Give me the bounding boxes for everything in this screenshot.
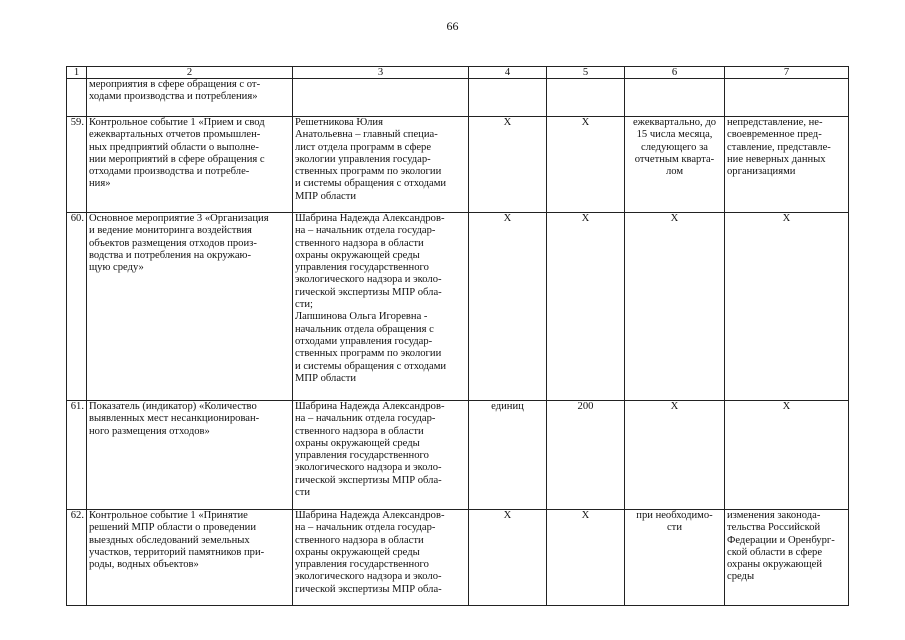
risk-cell: [725, 401, 849, 510]
event-name: Показатель (индикатор) «Количество выявленных мест несанкционирован- ного размещения отходов»: [89, 401, 260, 437]
unit-cell: X: [469, 510, 547, 606]
event-name: мероприятия в сфере обращения с от- ходами производства и потребления»: [89, 79, 261, 103]
table-header-row: [67, 67, 849, 79]
event-name-cell: [87, 401, 293, 510]
term-cell: [625, 117, 725, 213]
table-row: [67, 213, 849, 401]
risk-cell: [725, 117, 849, 213]
responsible: Шабрина Надежда Александров- на – начальник отдела государ- ственного надзора в области охраны окружающей среды управления государственного экологического надзора и эколо- гической экспертизы МПР обла- сти: [295, 401, 445, 499]
column-header: 5: [547, 67, 625, 79]
event-name-cell: [87, 79, 293, 117]
risk: X: [782, 213, 791, 224]
column-header: 6: [625, 67, 725, 79]
term: X: [670, 213, 679, 224]
risk: изменения законода- тельства Российской Федерации и Оренбург- ской области в сфере охраны окружающей среды: [727, 510, 835, 583]
value-cell: [547, 79, 625, 117]
responsible: Решетникова Юлия Анатольевна – главный специа- лист отдела программ в сфере экологии управления государ- ственных программ по экологии и системы обращения с отходами МПР области: [295, 117, 447, 202]
table-row: [67, 401, 849, 510]
event-name: Контрольное событие 1 «Принятие решений МПР области о проведении выездных обследований земельных участков, территорий памятников при- роды, водных объектов»: [89, 510, 265, 571]
risk: непредставление, не- своевременное пред- ставление, представле- ние неверных данных организациями: [727, 117, 831, 178]
responsible-cell: [293, 401, 469, 510]
risk: X: [782, 401, 791, 412]
unit-cell: единиц: [469, 401, 547, 510]
responsible: Шабрина Надежда Александров- на – начальник отдела государ- ственного надзора в области охраны окружающей среды управления государственного экологического надзора и эколо- гической экспертизы МПР обла- сти; Лапшинова Ольга Игоревна - начальник отдела обращения с отходами управления государ- ственных программ по экологии и системы обращения с отходами МПР области: [295, 213, 447, 384]
unit-cell: X: [469, 117, 547, 213]
value-cell: 200: [547, 401, 625, 510]
term: при необходимо- сти: [636, 510, 713, 534]
term-cell: [625, 79, 725, 117]
responsible-cell: [293, 510, 469, 606]
row-number: 59.: [67, 117, 87, 213]
value-cell: X: [547, 117, 625, 213]
row-number: 60.: [67, 213, 87, 401]
column-header: 4: [469, 67, 547, 79]
term-cell: [625, 510, 725, 606]
table-row: [67, 510, 849, 606]
value-cell: X: [547, 510, 625, 606]
event-name-cell: [87, 510, 293, 606]
row-number: 62.: [67, 510, 87, 606]
column-header: 1: [67, 67, 87, 79]
row-number: 61.: [67, 401, 87, 510]
page-number: 66: [446, 19, 459, 33]
event-name: Основное мероприятие 3 «Организация и ведение мониторинга воздействия объектов размещения отходов произ- водства и потребления на окружаю- щую среду»: [89, 213, 269, 274]
table-row: [67, 117, 849, 213]
plan-table: [66, 66, 849, 606]
column-header: 7: [725, 67, 849, 79]
row-number: [67, 79, 87, 117]
event-name-cell: [87, 213, 293, 401]
risk-cell: [725, 79, 849, 117]
term: ежеквартально, до 15 числа месяца, следующего за отчетным кварта- лом: [632, 117, 717, 178]
column-header: 3: [293, 67, 469, 79]
unit-cell: [469, 79, 547, 117]
term: X: [670, 401, 679, 412]
responsible: Шабрина Надежда Александров- на – начальник отдела государ- ственного надзора в области охраны окружающей среды управления государственного экологического надзора и эколо- гической экспертизы МПР обла-: [295, 510, 445, 595]
unit-cell: X: [469, 213, 547, 401]
responsible-cell: [293, 79, 469, 117]
responsible-cell: [293, 117, 469, 213]
event-name-cell: [87, 117, 293, 213]
term-cell: [625, 213, 725, 401]
responsible-cell: [293, 213, 469, 401]
event-name: Контрольное событие 1 «Прием и свод ежеквартальных отчетов промышлен- ных предприятий области о выполне- нии мероприятий в сфере обращения с отходами производства и потребле- ния»: [89, 117, 265, 190]
table-row: [67, 79, 849, 117]
risk-cell: [725, 510, 849, 606]
risk-cell: [725, 213, 849, 401]
term-cell: [625, 401, 725, 510]
column-header: 2: [87, 67, 293, 79]
value-cell: X: [547, 213, 625, 401]
